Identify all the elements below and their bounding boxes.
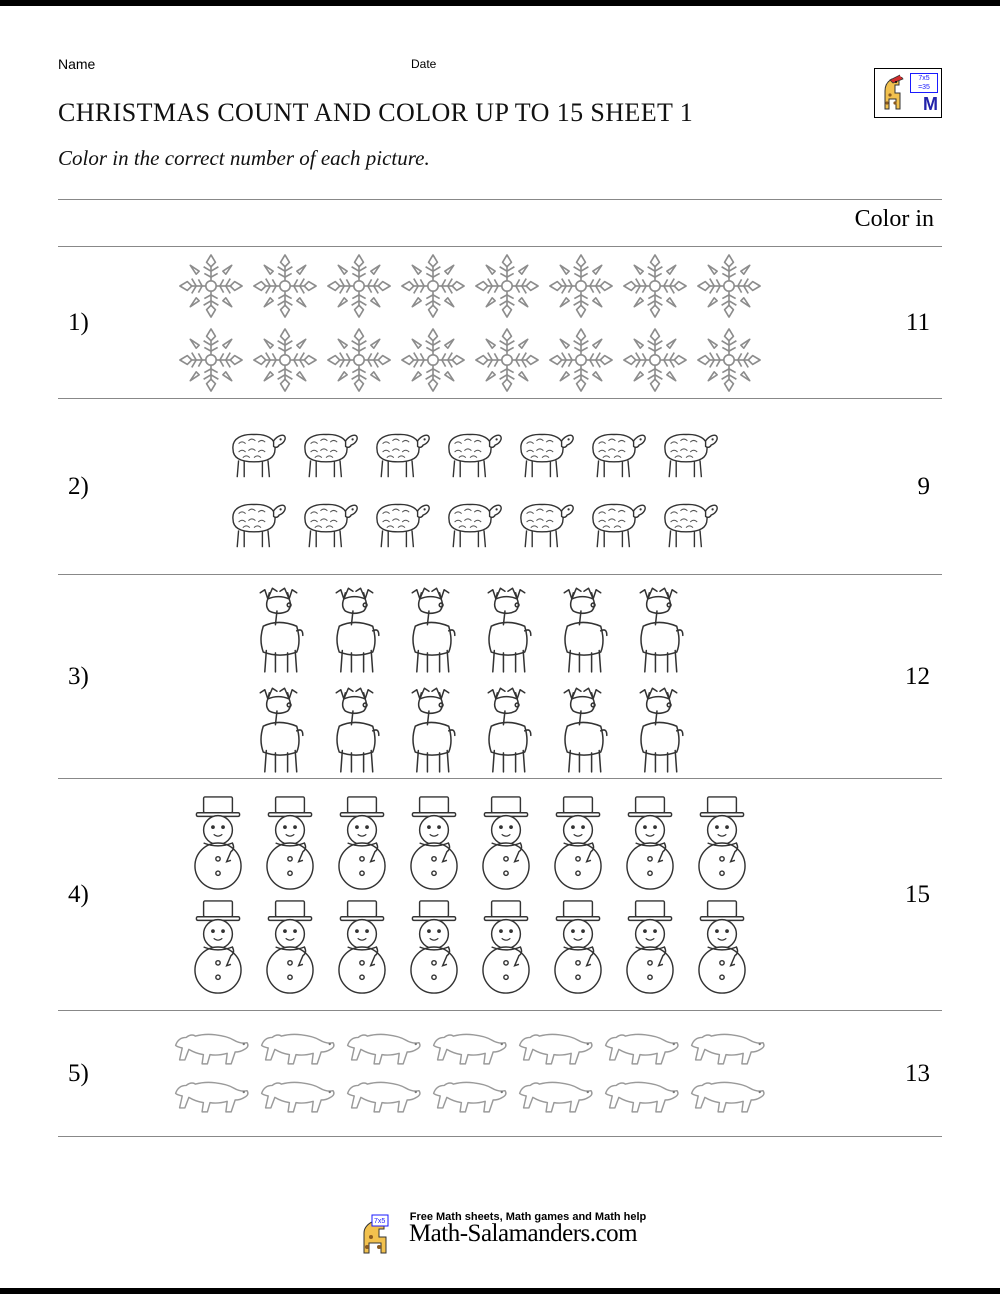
sheep-icon [218, 417, 290, 487]
snowflake-icon [692, 323, 766, 397]
reindeer-icon [622, 577, 698, 677]
color-in-count: 11 [905, 308, 930, 336]
polar-bear-icon [255, 1026, 341, 1074]
picture-item[interactable] [218, 417, 290, 487]
column-header-row [58, 200, 942, 246]
picture-item[interactable] [546, 577, 622, 677]
reindeer-icon [394, 577, 470, 677]
question-number: 2) [68, 472, 89, 500]
snowflake-icon [396, 249, 470, 323]
picture-group[interactable] [158, 575, 782, 778]
picture-item[interactable] [618, 249, 692, 323]
picture-item[interactable] [318, 677, 394, 777]
logo-letter: M [923, 94, 937, 114]
question-row [58, 778, 942, 1010]
picture-item[interactable] [326, 895, 398, 999]
picture-item[interactable] [169, 1026, 255, 1074]
picture-item[interactable] [470, 577, 546, 677]
picture-item[interactable] [242, 577, 318, 677]
snowman-icon [686, 895, 758, 999]
polar-bear-icon [685, 1026, 771, 1074]
math-salamanders-logo [874, 68, 942, 118]
picture-item[interactable] [470, 791, 542, 895]
snowman-icon [470, 895, 542, 999]
polar-bear-icon [341, 1074, 427, 1122]
polar-bear-icon [513, 1074, 599, 1122]
picture-line [242, 677, 698, 777]
footer [0, 1211, 1000, 1248]
polar-bear-icon [685, 1074, 771, 1122]
reindeer-icon [622, 677, 698, 777]
snowflake-icon [544, 323, 618, 397]
date-label: Date [411, 57, 437, 71]
picture-item[interactable] [686, 895, 758, 999]
picture-item[interactable] [290, 417, 362, 487]
picture-item[interactable] [470, 249, 544, 323]
question-row [58, 398, 942, 574]
question-rows [58, 246, 942, 1136]
giraffe-icon [354, 1213, 394, 1255]
picture-item[interactable] [685, 1026, 771, 1074]
snowman-icon [470, 791, 542, 895]
picture-item[interactable] [542, 895, 614, 999]
picture-item[interactable] [254, 895, 326, 999]
picture-item[interactable] [362, 417, 434, 487]
worksheet-content [58, 52, 942, 1137]
picture-line [174, 323, 766, 397]
sheep-icon [290, 417, 362, 487]
color-in-count: 9 [917, 472, 930, 500]
polar-bear-icon [255, 1074, 341, 1122]
picture-group[interactable] [158, 247, 782, 398]
snowflake-icon [248, 323, 322, 397]
sheep-icon [578, 417, 650, 487]
picture-item[interactable] [290, 487, 362, 557]
picture-item[interactable] [513, 1074, 599, 1122]
question-number: 3) [68, 662, 89, 690]
picture-item[interactable] [396, 323, 470, 397]
snowman-icon [614, 791, 686, 895]
snowflake-icon [470, 323, 544, 397]
picture-item[interactable] [255, 1026, 341, 1074]
picture-item[interactable] [362, 487, 434, 557]
picture-item[interactable] [686, 791, 758, 895]
picture-item[interactable] [322, 249, 396, 323]
question-row [58, 246, 942, 398]
picture-item[interactable] [546, 677, 622, 777]
picture-item[interactable] [182, 791, 254, 895]
reindeer-icon [242, 577, 318, 677]
snowflake-icon [174, 249, 248, 323]
logo-mini-board [910, 73, 938, 93]
picture-item[interactable] [470, 323, 544, 397]
color-in-count: 12 [905, 662, 930, 690]
snowman-icon [182, 791, 254, 895]
reindeer-icon [318, 677, 394, 777]
snowflake-icon [618, 323, 692, 397]
snowflake-icon [396, 323, 470, 397]
picture-item[interactable] [398, 791, 470, 895]
instruction-text: Color in the correct number of each picture. [58, 146, 430, 170]
picture-item[interactable] [396, 249, 470, 323]
sheep-icon [434, 417, 506, 487]
picture-item[interactable] [692, 249, 766, 323]
color-in-count: 15 [905, 880, 930, 908]
polar-bear-icon [599, 1074, 685, 1122]
snowman-icon [542, 895, 614, 999]
snowflake-icon [174, 323, 248, 397]
sheep-icon [650, 487, 722, 557]
polar-bear-icon [599, 1026, 685, 1074]
picture-item[interactable] [470, 895, 542, 999]
question-row [58, 1010, 942, 1136]
picture-item[interactable] [599, 1074, 685, 1122]
picture-item[interactable] [174, 323, 248, 397]
picture-item[interactable] [650, 487, 722, 557]
giraffe-icon [879, 73, 905, 113]
snowman-icon [398, 791, 470, 895]
sheep-icon [362, 487, 434, 557]
picture-item[interactable] [685, 1074, 771, 1122]
polar-bear-icon [513, 1026, 599, 1074]
picture-item[interactable] [614, 895, 686, 999]
picture-item[interactable] [544, 249, 618, 323]
picture-item[interactable] [174, 249, 248, 323]
sheep-icon [506, 417, 578, 487]
picture-item[interactable] [218, 487, 290, 557]
snowflake-icon [544, 249, 618, 323]
picture-item[interactable] [434, 487, 506, 557]
polar-bear-icon [427, 1074, 513, 1122]
polar-bear-icon [169, 1026, 255, 1074]
footer-tagline: Free Math sheets, Math games and Math help [409, 1211, 647, 1223]
reindeer-icon [546, 677, 622, 777]
picture-line [218, 487, 722, 557]
sheep-icon [434, 487, 506, 557]
picture-item[interactable] [248, 323, 322, 397]
picture-item[interactable] [599, 1026, 685, 1074]
sheep-icon [650, 417, 722, 487]
svg-text:7x5: 7x5 [373, 1218, 386, 1225]
picture-item[interactable] [394, 677, 470, 777]
picture-item[interactable] [506, 487, 578, 557]
picture-group[interactable] [158, 1011, 782, 1136]
picture-line [242, 577, 698, 677]
table-bottom-divider [58, 1136, 942, 1137]
snowflake-icon [692, 249, 766, 323]
snowman-icon [542, 791, 614, 895]
color-in-count: 13 [905, 1059, 930, 1087]
question-row [58, 574, 942, 778]
snowman-icon [614, 895, 686, 999]
picture-item[interactable] [506, 417, 578, 487]
sheep-icon [290, 487, 362, 557]
picture-item[interactable] [513, 1026, 599, 1074]
snowflake-icon [470, 249, 544, 323]
column-header-color-in: Color in [854, 206, 934, 232]
picture-item[interactable] [578, 487, 650, 557]
picture-item[interactable] [254, 791, 326, 895]
snowman-icon [182, 895, 254, 999]
picture-item[interactable] [622, 677, 698, 777]
picture-item[interactable] [169, 1074, 255, 1122]
picture-item[interactable] [322, 323, 396, 397]
sheep-icon [218, 487, 290, 557]
picture-line [169, 1074, 771, 1122]
picture-item[interactable] [542, 791, 614, 895]
picture-line [169, 1026, 771, 1074]
picture-item[interactable] [341, 1074, 427, 1122]
name-label: Name [58, 56, 96, 72]
snowman-icon [254, 895, 326, 999]
snowflake-icon [618, 249, 692, 323]
picture-item[interactable] [427, 1026, 513, 1074]
snowman-icon [326, 791, 398, 895]
reindeer-icon [394, 677, 470, 777]
picture-item[interactable] [692, 323, 766, 397]
snowman-icon [398, 895, 470, 999]
question-number: 4) [68, 880, 89, 908]
snowflake-icon [248, 249, 322, 323]
picture-group[interactable] [158, 399, 782, 574]
picture-line [182, 791, 758, 895]
picture-item[interactable] [434, 417, 506, 487]
picture-line [174, 249, 766, 323]
reindeer-icon [546, 577, 622, 677]
picture-item[interactable] [650, 417, 722, 487]
question-number: 5) [68, 1059, 89, 1087]
snowman-icon [326, 895, 398, 999]
snowman-icon [686, 791, 758, 895]
picture-item[interactable] [255, 1074, 341, 1122]
picture-item[interactable] [618, 323, 692, 397]
reindeer-icon [318, 577, 394, 677]
picture-item[interactable] [544, 323, 618, 397]
polar-bear-icon [169, 1074, 255, 1122]
picture-line [218, 417, 722, 487]
picture-item[interactable] [326, 791, 398, 895]
reindeer-icon [470, 577, 546, 677]
picture-item[interactable] [614, 791, 686, 895]
snowflake-icon [322, 323, 396, 397]
sheep-icon [362, 417, 434, 487]
reindeer-icon [470, 677, 546, 777]
picture-item[interactable] [248, 249, 322, 323]
picture-line [182, 895, 758, 999]
picture-item[interactable] [341, 1026, 427, 1074]
picture-item[interactable] [318, 577, 394, 677]
picture-item[interactable] [398, 895, 470, 999]
sheep-icon [506, 487, 578, 557]
question-number: 1) [68, 308, 89, 336]
picture-group[interactable] [158, 779, 782, 1010]
picture-item[interactable] [578, 417, 650, 487]
snowflake-icon [322, 249, 396, 323]
snowman-icon [254, 791, 326, 895]
page-title: CHRISTMAS COUNT AND COLOR UP TO 15 SHEET 1 [58, 98, 694, 127]
picture-item[interactable] [242, 677, 318, 777]
logo-mini-line2: =35 [918, 84, 930, 91]
picture-item[interactable] [622, 577, 698, 677]
picture-item[interactable] [470, 677, 546, 777]
sheep-icon [578, 487, 650, 557]
picture-item[interactable] [427, 1074, 513, 1122]
picture-item[interactable] [394, 577, 470, 677]
picture-item[interactable] [182, 895, 254, 999]
logo-mini-line1: 7x5 [918, 75, 930, 82]
polar-bear-icon [341, 1026, 427, 1074]
polar-bear-icon [427, 1026, 513, 1074]
footer-site: Math-Salamanders.com [408, 1220, 638, 1247]
reindeer-icon [242, 677, 318, 777]
